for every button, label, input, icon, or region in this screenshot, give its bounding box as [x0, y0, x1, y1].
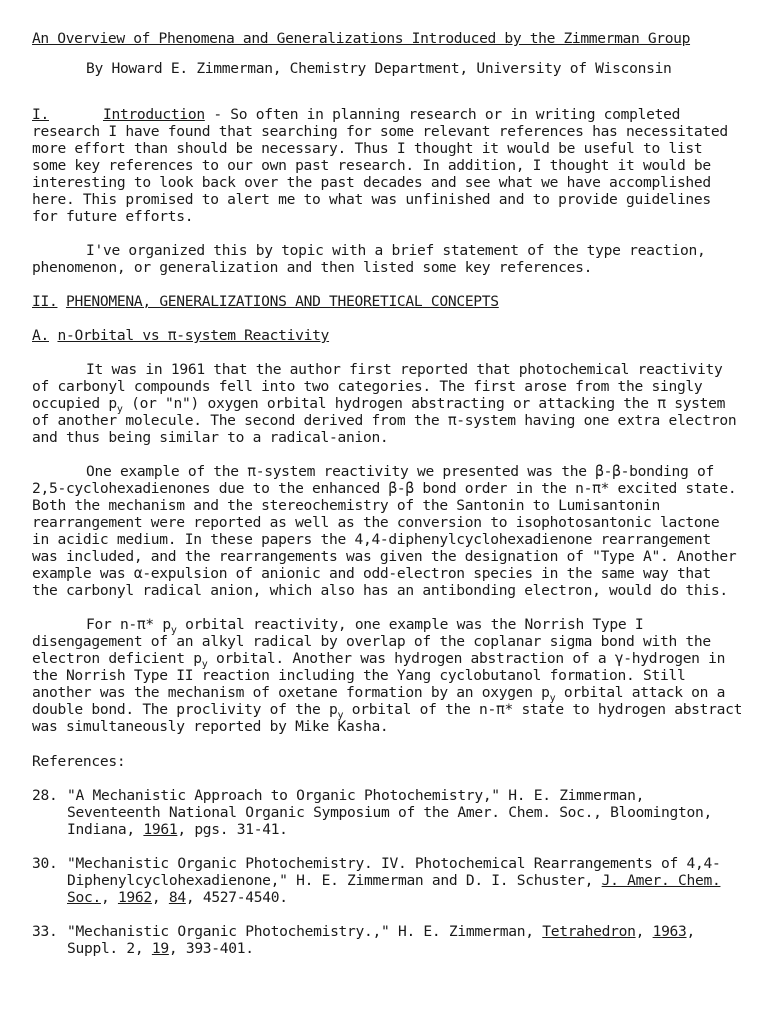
reference-separator: ,: [100, 889, 118, 906]
reference-citation: "Mechanistic Organic Photochemistry.," H. E. Zimmerman,: [67, 923, 543, 940]
reference-volume: 84: [168, 889, 186, 906]
introduction-heading: Introduction: [102, 106, 205, 123]
reference-number: 33.: [32, 923, 58, 940]
document-page: [32, 30, 744, 957]
para3-subscript-3: y: [549, 692, 556, 704]
introduction-text: - So often in planning research or in writing completed research I have found that searching for some relevant references has necessitated more effort than should be necessary. Thus I thought it would be useful to list some key references to our own past research. In addition, I thought it would be interesting to look back over the past decades and see what we have accomplished here. This promised to alert me to what was unfinished and to provide guidelines for future efforts.: [32, 106, 728, 225]
author-byline: By Howard E. Zimmerman, Chemistry Department, University of Wisconsin: [86, 60, 672, 77]
reference-number: 28.: [32, 787, 58, 804]
reference-pages: , 4527-4540.: [185, 889, 288, 906]
section-a-letter: A.: [32, 327, 49, 344]
organization-paragraph: I've organized this by topic with a brief statement of the type reaction, phenomenon, or generalization and then listed some key references.: [32, 242, 706, 276]
reference-text: [67, 923, 744, 957]
reference-separator: ,: [635, 923, 653, 940]
para3-text-e: orbital of the n-π* state to hydrogen abstract was simultaneously reported by Mike Kasha.: [32, 701, 743, 735]
reference-year: 1961: [143, 821, 178, 838]
reference-pages: , 393-401.: [168, 940, 254, 957]
section-numeral: I.: [32, 106, 49, 123]
para3-subscript-1: y: [170, 624, 177, 636]
reference-number: 30.: [32, 855, 58, 872]
para1-text-b: (or "n") oxygen orbital hydrogen abstracting or attacking the π system of another molecule. The second derived from the π-system having one extra electron and thus being similar to a radical-anion.: [32, 395, 737, 446]
section-ii-numeral: II.: [32, 293, 58, 310]
document-title: An Overview of Phenomena and Generalizations Introduced by the Zimmerman Group: [32, 30, 691, 47]
reference-citation: "A Mechanistic Approach to Organic Photochemistry," H. E. Zimmerman, Seventeenth National Organic Symposium of the Amer. Chem. Soc., Bloomington, Indiana,: [67, 787, 712, 838]
para1-text-a: It was in 1961 that the author first reported that photochemical reactivity of carbonyl compounds fell into two categories. The first arose from the singly occupied p: [32, 361, 723, 412]
para1-subscript: y: [116, 403, 123, 415]
reference-text: [67, 855, 744, 906]
references-label: References:: [32, 753, 126, 770]
para3-text-a: For n-π* p: [86, 616, 171, 633]
para3-subscript-2: y: [201, 658, 208, 670]
reference-year: 1962: [117, 889, 152, 906]
para3-subscript-4: y: [337, 709, 344, 721]
paragraph-pi-system: One example of the π-system reactivity we presented was the β-β-bonding of 2,5-cyclohexadienones due to the enhanced β-β bond order in the n-π* excited state. Both the mechanism and the stereochemistry of the Santonin to Lumisantonin rearrangement were reported as well as the conversion to isophotosantonic lactone in acidic medium. In these papers the 4,4-diphenylcyclohexadienone rearrangement was included, and the rearrangements was given the designation of "Type A". Another example was α-expulsion of anionic and odd-electron species in the same way that the carbonyl radical anion, which also has an antibonding electron, would do this.: [32, 463, 737, 599]
reference-separator: ,: [151, 889, 169, 906]
reference-citation: "Mechanistic Organic Photochemistry. IV. Photochemical Rearrangements of 4,4-Diphenylcyclohexadienone," H. E. Zimmerman and D. I. Schuster,: [67, 855, 721, 889]
reference-journal: J. Amer. Chem. Soc.: [67, 872, 721, 906]
para3-text-d: orbital attack on a double bond. The proclivity of the p: [32, 684, 726, 718]
paragraph-n-pi-star: [32, 616, 744, 735]
reference-volume: 19: [151, 940, 169, 957]
reference-item: [32, 855, 744, 906]
paragraph-1961: [32, 361, 744, 446]
reference-supplement: , Suppl. 2,: [67, 923, 696, 957]
reference-item: [32, 787, 744, 838]
para3-text-c: orbital. Another was hydrogen abstraction of a γ-hydrogen in the Norrish Type II reaction including the Yang cyclobutanol formation. Still another was the mechanism of oxetane formation by an oxygen p: [32, 650, 726, 701]
section-ii-heading: [32, 293, 744, 310]
section-a-heading: [32, 327, 744, 344]
introduction-paragraph: [32, 106, 744, 225]
reference-text: [67, 787, 744, 838]
reference-year: 1963: [652, 923, 687, 940]
section-a-title: n-Orbital vs π-system Reactivity: [57, 327, 330, 344]
reference-item: [32, 923, 744, 957]
reference-pages: , pgs. 31-41.: [177, 821, 288, 838]
para3-text-b: orbital reactivity, one example was the Norrish Type I disengagement of an alkyl radical by overlap of the coplanar sigma bond with the electron deficient p: [32, 616, 711, 667]
reference-journal: Tetrahedron: [542, 923, 636, 940]
section-ii-title: PHENOMENA, GENERALIZATIONS AND THEORETICAL CONCEPTS: [65, 293, 499, 310]
